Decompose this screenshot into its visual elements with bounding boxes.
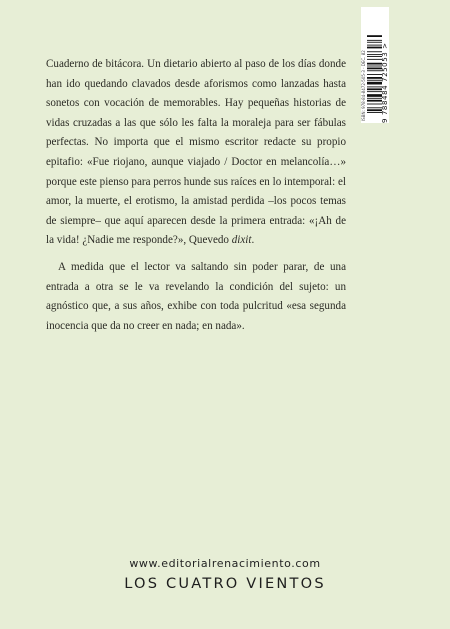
- collection-name: LOS CUATRO VIENTOS: [124, 575, 326, 592]
- barcode-bar: [367, 74, 382, 75]
- barcode-bar: [367, 112, 382, 113]
- barcode-bar: [367, 94, 382, 97]
- barcode-bar: [367, 56, 382, 57]
- blurb-paragraph-1-text: Cuaderno de bitácora. Un dietario abierto al paso de los días donde han ido quedando clavados desde aforismos como lanzadas hasta sonetos con vocación de memorables. Hay pequeñas historias de vidas cruzadas a las que sólo les falta la moraleja para ser fábulas perfectas. No importa que el mismo escritor redacte su propio epitafio: «Fue riojano, aunque viajado / Doctor en melancolía…» porque este pienso para perros hunde sus raíces en lo intemporal: el amor, la muerte, el erotismo, la amistad perdida –los pocos temas de siempre– que aquí aparecen desde la primera entrada: «¡Ah de la vida! ¿Nadie me responde?», Quevedo: [46, 58, 346, 247]
- barcode-bar: [367, 66, 382, 67]
- barcode-bar: [367, 88, 382, 90]
- barcode-bar: [367, 80, 382, 81]
- barcode-bar: [367, 45, 382, 46]
- blurb-paragraph-1-end: .: [251, 234, 255, 247]
- barcode-bar: [367, 100, 382, 102]
- blurb-paragraph-1: [46, 55, 346, 251]
- blurb-italic-word: dixit: [231, 234, 252, 247]
- barcode-bar: [367, 77, 382, 79]
- barcode-bar: [367, 107, 382, 108]
- barcode-bar: [367, 68, 382, 70]
- barcode-bar: [367, 42, 382, 43]
- ean-digits: 9 788484 725053 >: [381, 42, 389, 123]
- barcode-bar: [367, 109, 382, 111]
- barcode-bar: [367, 104, 382, 105]
- barcode-bar: [367, 86, 382, 87]
- barcode-bar: [367, 70, 382, 71]
- barcode-bars: [367, 13, 382, 113]
- isbn-barcode: [361, 7, 389, 123]
- barcode-bar: [367, 82, 382, 85]
- barcode-bar: [367, 91, 382, 92]
- publisher-website: www.editorialrenacimiento.com: [129, 557, 321, 570]
- blurb-paragraph-2: A medida que el lector va saltando sin poder parar, de una entrada a otra se le va revelando la condición del sujeto: un agnóstico que, a sus años, exhibe con toda pulcritud «esa segunda inocencia que da no creer en nada; en nada».: [46, 260, 346, 332]
- barcode-bar: [367, 40, 382, 41]
- barcode-bar: [367, 47, 382, 49]
- barcode-bar: [367, 54, 382, 55]
- barcode-bar: [367, 98, 382, 99]
- barcode-bar: [367, 59, 382, 60]
- isbn-label: ISBN: 978-84-8472-505-3 · DEC. 82: [361, 50, 366, 121]
- barcode-bar: [367, 63, 382, 65]
- barcode-bar: [367, 35, 382, 37]
- blurb-text: [46, 55, 346, 336]
- barcode-bar: [367, 51, 382, 52]
